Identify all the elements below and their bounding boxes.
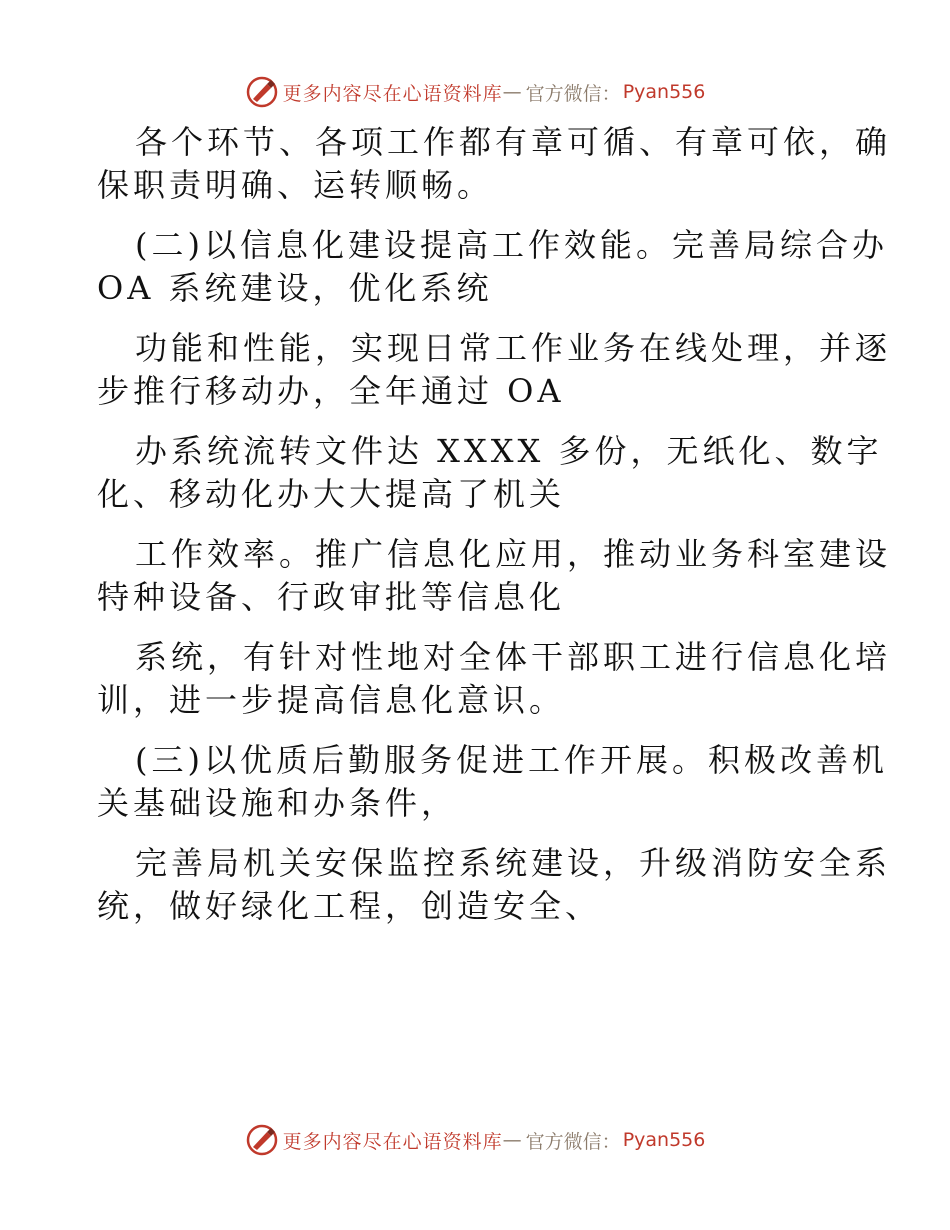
document-body	[97, 123, 892, 949]
body-line: 特种设备、行政审批等信息化	[97, 578, 566, 616]
footer-wechat-id: Pyan556	[622, 1129, 706, 1151]
body-line: 保职责明确、运转顺畅。	[97, 166, 494, 204]
body-line: 训，进一步提高信息化意识。	[97, 681, 566, 719]
footer-banner	[0, 1120, 950, 1160]
body-line: 统，做好绿化工程，创造安全、	[97, 887, 602, 925]
body-line: 功能和性能，实现日常工作业务在线处理，并逐	[135, 329, 892, 367]
body-line: 办系统流转文件达 XXXX 多份，无纸化、数字	[135, 432, 883, 470]
header-wechat-id: Pyan556	[622, 81, 706, 103]
body-line: OA 系统建设，优化系统	[97, 269, 493, 307]
footer-brand-text: 更多内容尽在心语资料库	[282, 1130, 503, 1153]
header-brand-text: 更多内容尽在心语资料库	[282, 82, 503, 105]
footer-separator: —	[502, 1129, 522, 1151]
header-wechat-label: 官方微信：	[525, 82, 621, 105]
brand-logo-icon	[245, 1123, 279, 1157]
body-line: 步推行移动办，全年通过 OA	[97, 372, 565, 410]
header-separator: —	[502, 81, 522, 103]
body-line: 关基础设施和办条件，	[97, 784, 458, 822]
header-banner	[0, 72, 950, 112]
body-line: 化、移动化办大大提高了机关	[97, 475, 566, 513]
body-line: 各个环节、各项工作都有章可循、有章可依，确	[135, 123, 892, 161]
body-line: 完善局机关安保监控系统建设，升级消防安全系	[135, 844, 892, 882]
brand-logo-icon	[245, 75, 279, 109]
footer-wechat-label: 官方微信：	[525, 1130, 621, 1153]
body-line: (二)以信息化建设提高工作效能。完善局综合办	[135, 226, 888, 264]
body-line: 工作效率。推广信息化应用，推动业务科室建设	[135, 535, 892, 573]
body-line: 系统，有针对性地对全体干部职工进行信息化培	[135, 638, 892, 676]
body-line: (三)以优质后勤服务促进工作开展。积极改善机	[135, 741, 888, 779]
